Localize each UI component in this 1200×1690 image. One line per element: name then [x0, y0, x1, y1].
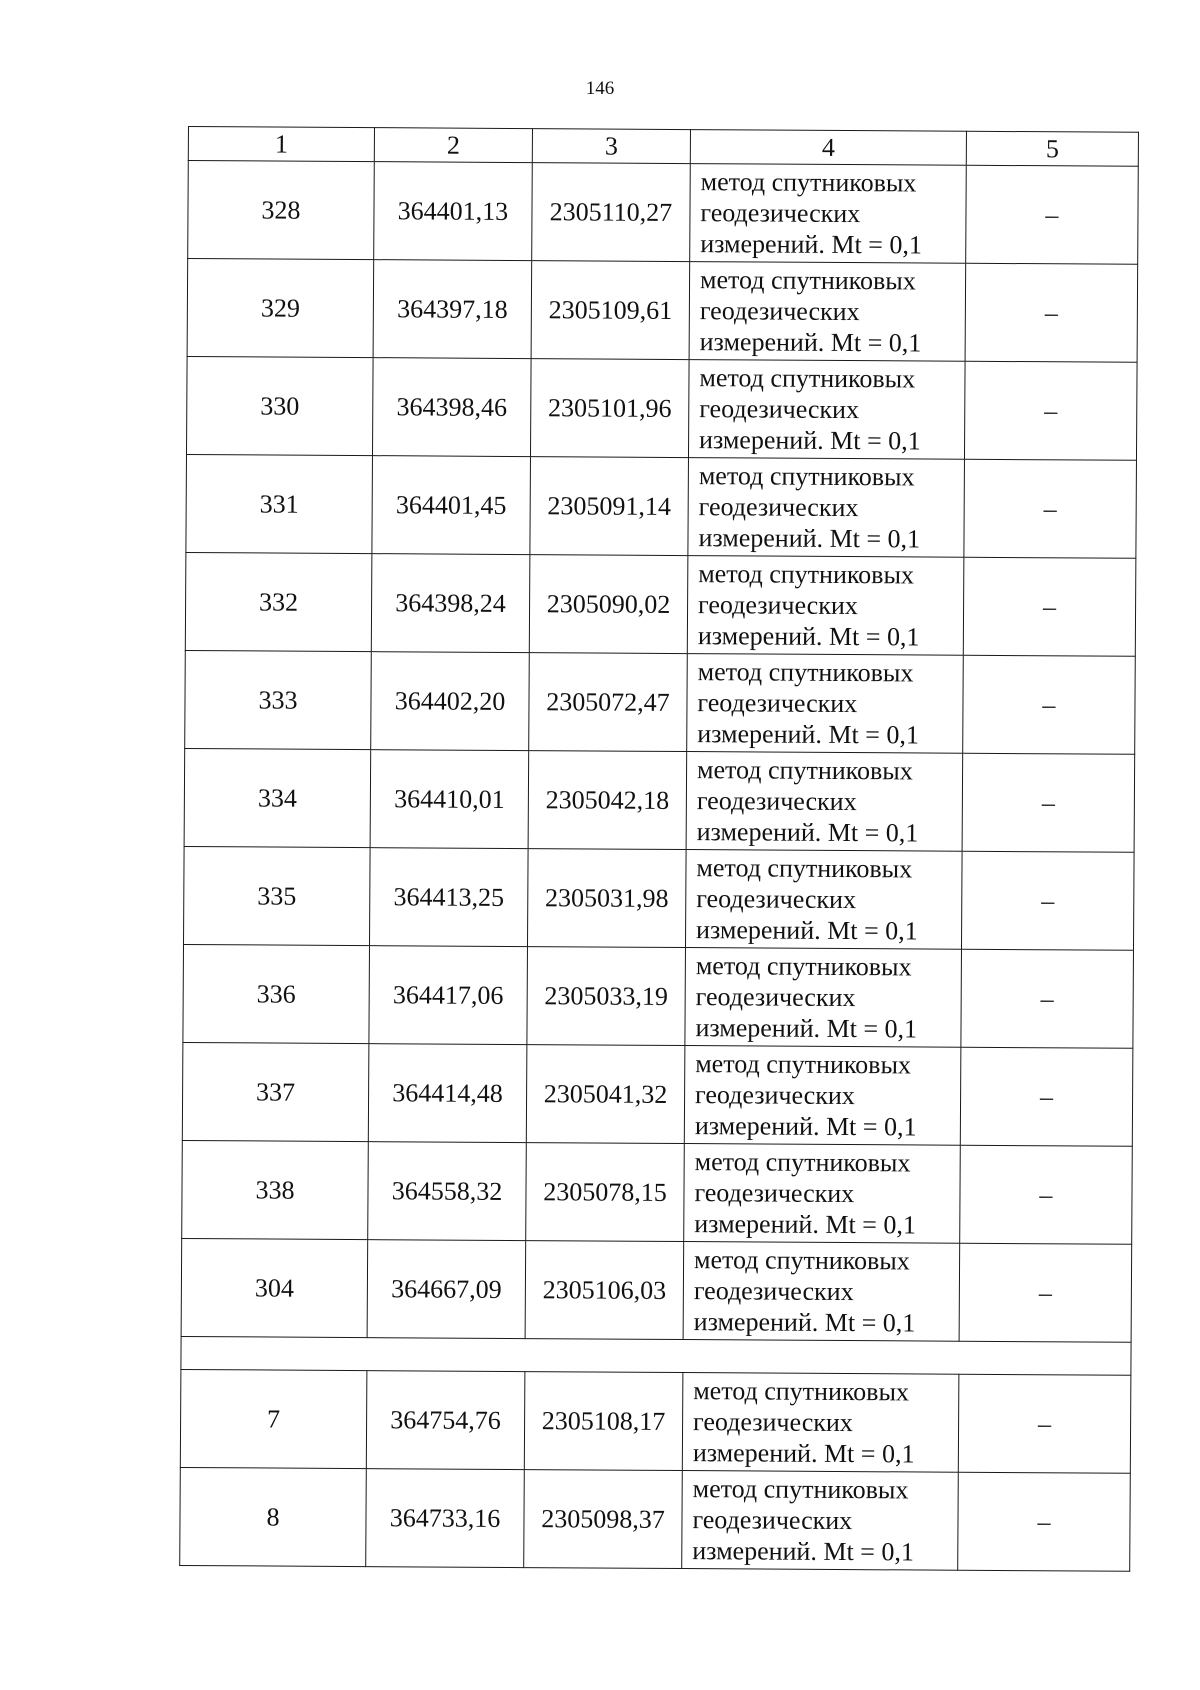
coordinate-x-cell: 364410,01 [370, 750, 529, 849]
coordinate-x-cell: 364667,09 [367, 1240, 526, 1339]
point-number-cell: 304 [181, 1238, 368, 1337]
coordinate-x-cell: 364417,06 [369, 946, 528, 1045]
point-number-cell: 336 [183, 944, 370, 1043]
method-line: измерений. Mt = 0,1 [696, 915, 918, 946]
point-number-cell: 331 [186, 454, 373, 553]
coordinate-y-cell: 2305090,02 [529, 555, 688, 654]
table-row [184, 846, 1135, 950]
note-cell: – [958, 1472, 1131, 1571]
method-cell [682, 1471, 959, 1571]
method-line: метод спутниковых [698, 461, 915, 492]
method-line: метод спутниковых [693, 1376, 910, 1407]
method-line: геодезических [694, 1178, 855, 1209]
method-line: геодезических [696, 884, 857, 915]
method-line: измерений. Mt = 0,1 [696, 817, 919, 848]
point-number-cell: 8 [180, 1467, 367, 1566]
method-cell [690, 164, 967, 264]
point-number-cell: 330 [186, 356, 373, 455]
note-cell: – [966, 165, 1139, 264]
method-line: измерений. Mt = 0,1 [699, 327, 922, 358]
method-line: измерений. Mt = 0,1 [695, 1013, 918, 1044]
method-line: геодезических [696, 786, 857, 817]
note-cell: – [961, 949, 1134, 1048]
note-cell: – [961, 851, 1134, 950]
note-cell: – [962, 753, 1135, 852]
point-number-cell: 337 [182, 1042, 369, 1141]
method-line: геодезических [693, 1276, 854, 1307]
coordinate-x-cell: 364414,48 [368, 1044, 527, 1143]
method-cell [687, 556, 964, 656]
method-line: метод спутниковых [700, 167, 917, 198]
table-row [188, 161, 1139, 265]
note-cell: – [960, 1047, 1133, 1146]
method-line: метод спутниковых [696, 853, 913, 884]
coordinate-x-cell: 364401,45 [372, 456, 531, 555]
coordinate-x-cell: 364413,25 [369, 848, 528, 947]
note-cell: – [963, 557, 1136, 656]
method-line: геодезических [699, 394, 860, 425]
method-cell [685, 948, 962, 1048]
note-cell: – [964, 459, 1137, 558]
method-line: метод спутниковых [695, 1049, 912, 1080]
method-cell [684, 1046, 961, 1146]
coordinate-y-cell: 2305031,98 [527, 849, 686, 948]
table-row [180, 1369, 1131, 1473]
method-cell [689, 262, 966, 362]
column-header: 4 [690, 130, 966, 166]
coordinate-y-cell: 2305108,17 [524, 1372, 683, 1471]
method-line: измерений. Mt = 0,1 [692, 1438, 915, 1469]
coordinate-y-cell: 2305078,15 [526, 1143, 685, 1242]
point-number-cell: 335 [184, 846, 371, 945]
table-row [180, 1467, 1131, 1571]
table-row [187, 259, 1138, 363]
table-row [186, 454, 1137, 558]
method-line: метод спутниковых [698, 559, 915, 590]
method-line: измерений. Mt = 0,1 [694, 1111, 917, 1142]
table-row [185, 552, 1136, 656]
method-cell [686, 752, 963, 852]
coordinate-x-cell: 364397,18 [373, 260, 532, 359]
method-line: метод спутниковых [697, 657, 914, 688]
coordinate-x-cell: 364754,76 [366, 1371, 525, 1470]
method-line: метод спутниковых [699, 363, 916, 394]
coordinate-x-cell: 364733,16 [366, 1469, 525, 1568]
column-header: 5 [966, 131, 1138, 166]
note-cell: – [963, 655, 1136, 754]
method-line: метод спутниковых [699, 265, 916, 296]
point-number-cell: 338 [182, 1140, 369, 1239]
method-line: метод спутниковых [693, 1245, 910, 1276]
method-line: геодезических [698, 492, 859, 523]
point-number-cell: 7 [180, 1369, 367, 1468]
table-header-row [188, 127, 1138, 167]
coordinate-x-cell: 364558,32 [368, 1142, 527, 1241]
page-number: 146 [585, 78, 615, 99]
note-cell: – [960, 1145, 1133, 1244]
coordinate-y-cell: 2305106,03 [525, 1241, 684, 1340]
method-line: геодезических [695, 1080, 855, 1111]
coordinate-y-cell: 2305110,27 [532, 163, 691, 262]
table-row [186, 356, 1137, 460]
method-line: измерений. Mt = 0,1 [697, 719, 919, 750]
method-line: метод спутниковых [695, 951, 912, 982]
column-header: 1 [188, 127, 374, 162]
point-number-cell: 328 [188, 161, 375, 260]
coordinate-y-cell: 2305072,47 [529, 653, 688, 752]
method-cell [685, 850, 962, 950]
method-line: геодезических [697, 590, 858, 621]
coordinate-x-cell: 364402,20 [371, 652, 530, 751]
method-line: метод спутниковых [696, 755, 913, 786]
method-line: геодезических [695, 982, 856, 1013]
point-number-cell: 334 [184, 748, 371, 847]
method-line: метод спутниковых [694, 1147, 911, 1178]
table-row [183, 944, 1134, 1048]
table-row [182, 1140, 1133, 1244]
table-row [181, 1238, 1132, 1342]
method-cell [682, 1373, 959, 1473]
point-number-cell: 329 [187, 259, 374, 358]
method-cell [684, 1144, 961, 1244]
method-line: измерений. Mt = 0,1 [700, 229, 922, 260]
point-number-cell: 333 [185, 650, 372, 749]
method-cell [688, 360, 965, 460]
method-line: измерений. Mt = 0,1 [692, 1536, 915, 1567]
method-cell [688, 458, 965, 558]
method-line: метод спутниковых [692, 1474, 909, 1505]
point-number-cell: 332 [185, 552, 372, 651]
note-cell: – [964, 361, 1137, 460]
note-cell: – [959, 1243, 1132, 1342]
coordinate-x-cell: 364401,13 [374, 162, 533, 261]
method-cell [683, 1242, 960, 1342]
coordinate-y-cell: 2305101,96 [530, 359, 689, 458]
method-line: геодезических [697, 688, 858, 719]
coordinate-y-cell: 2305033,19 [527, 947, 686, 1046]
coordinates-table-body [180, 127, 1139, 1572]
method-line: геодезических [700, 198, 861, 229]
coordinate-x-cell: 364398,24 [371, 554, 530, 653]
method-cell [687, 654, 964, 754]
coordinate-y-cell: 2305042,18 [528, 751, 687, 850]
method-line: геодезических [699, 296, 860, 327]
note-cell: – [965, 263, 1138, 362]
method-line: измерений. Mt = 0,1 [698, 523, 921, 554]
table-row [185, 650, 1136, 754]
coordinate-y-cell: 2305041,32 [526, 1045, 685, 1144]
coordinate-y-cell: 2305109,61 [531, 261, 690, 360]
note-cell: – [958, 1374, 1131, 1473]
method-line: геодезических [693, 1407, 853, 1438]
method-line: измерений. Mt = 0,1 [697, 621, 920, 652]
method-line: измерений. Mt = 0,1 [699, 425, 921, 456]
column-header: 2 [374, 128, 532, 163]
coordinates-table [179, 126, 1139, 1572]
method-line: геодезических [692, 1505, 853, 1536]
coordinate-y-cell: 2305091,14 [530, 457, 689, 556]
table-row [182, 1042, 1133, 1146]
coordinate-y-cell: 2305098,37 [524, 1470, 683, 1569]
coordinate-x-cell: 364398,46 [372, 358, 531, 457]
table-row [184, 748, 1135, 852]
method-line: измерений. Mt = 0,1 [694, 1209, 916, 1240]
method-line: измерений. Mt = 0,1 [693, 1307, 916, 1338]
column-header: 3 [532, 129, 690, 164]
